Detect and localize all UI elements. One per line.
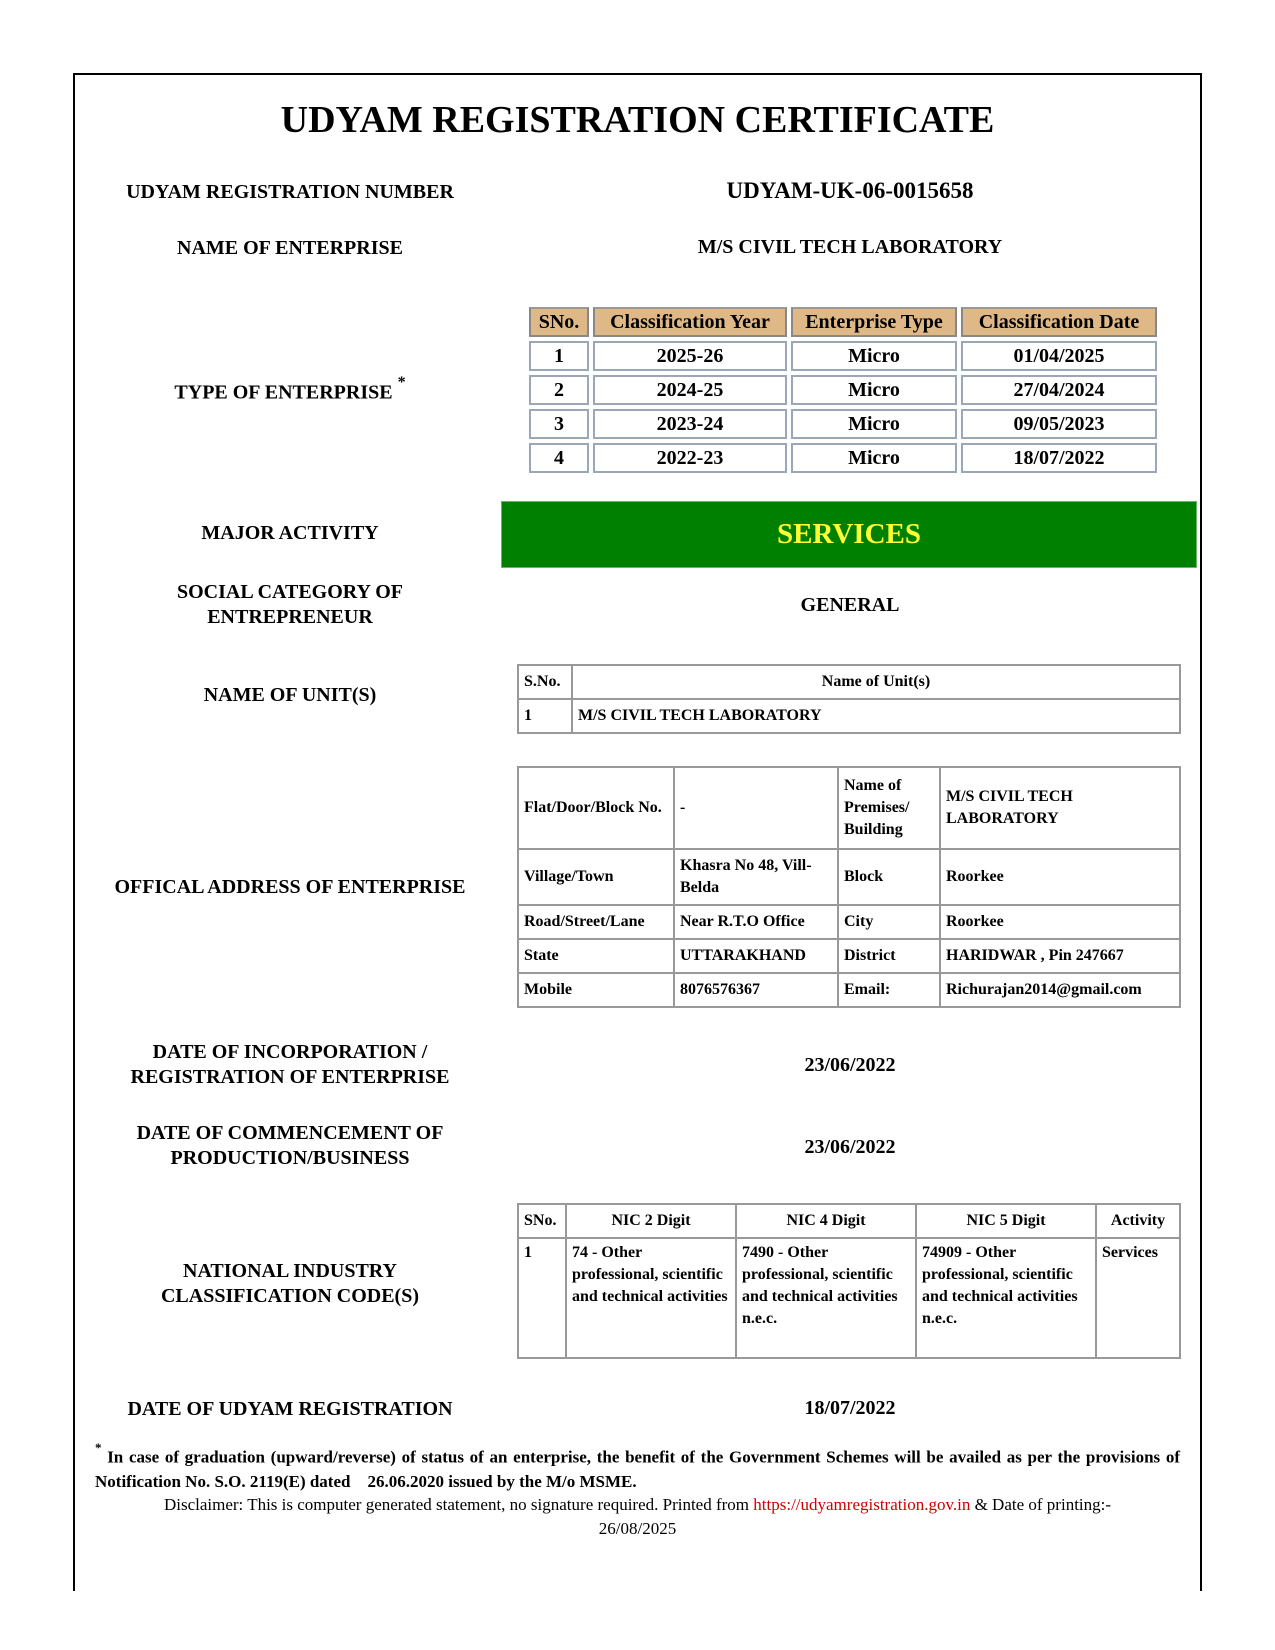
disclaimer [95, 1493, 1180, 1541]
cell-block-value: Roorkee [940, 849, 1180, 905]
major-activity-banner [501, 501, 1197, 568]
table-row [529, 375, 1157, 405]
cell-date: 27/04/2024 [961, 375, 1157, 405]
cell-sno: 1 [518, 699, 572, 733]
disclaimer-prefix: Disclaimer: This is computer generated statement, no signature required. Printed from [163, 1495, 754, 1514]
commencement-date-label [95, 1121, 485, 1171]
cell-district-label: District [838, 939, 940, 973]
cell-year: 2024-25 [593, 375, 787, 405]
table-row [518, 849, 1180, 905]
footnote-star: * [95, 1440, 102, 1455]
cell-sno: 1 [529, 341, 589, 371]
cell-type: Micro [791, 443, 957, 473]
social-category-label [95, 580, 485, 630]
udyam-registration-date-value: 18/07/2022 [804, 1397, 896, 1419]
commencement-label-line1: DATE OF COMMENCEMENT OF [136, 1122, 444, 1144]
table-row [518, 973, 1180, 1007]
cell-district-value: HARIDWAR , Pin 247667 [940, 939, 1180, 973]
header-sno: S.No. [518, 665, 572, 699]
header-classification-date: Classification Date [961, 307, 1157, 337]
type-of-enterprise-label [95, 374, 485, 406]
address-table [517, 766, 1181, 1008]
header-classification-year: Classification Year [593, 307, 787, 337]
commencement-label-line2: PRODUCTION/BUSINESS [170, 1147, 410, 1169]
cell-sno: 4 [529, 443, 589, 473]
table-row [518, 905, 1180, 939]
table-header-row [518, 665, 1180, 699]
nic-label-line2: CLASSIFICATION CODE(S) [160, 1285, 419, 1307]
cell-block-label: Block [838, 849, 940, 905]
enterprise-name-label: NAME OF ENTERPRISE [177, 237, 403, 259]
table-row [518, 939, 1180, 973]
major-activity-value: SERVICES [776, 518, 922, 550]
cell-road-label: Road/Street/Lane [518, 905, 674, 939]
official-address-label: OFFICAL ADDRESS OF ENTERPRISE [114, 876, 466, 898]
incorporation-label-line2: REGISTRATION OF ENTERPRISE [130, 1066, 450, 1088]
incorporation-label-line1: DATE OF INCORPORATION / [152, 1041, 428, 1063]
cell-village-value: Khasra No 48, Vill- Belda [674, 849, 838, 905]
cell-flat-value: - [674, 767, 838, 849]
cell-nic5: 74909 - Other professional, scientific and technical activities n.e.c. [916, 1238, 1096, 1358]
cell-sno: 1 [518, 1238, 566, 1358]
cell-road-value: Near R.T.O Office [674, 905, 838, 939]
header-sno: SNo. [518, 1204, 566, 1238]
cell-sno: 3 [529, 409, 589, 439]
units-table [517, 664, 1181, 734]
cell-year: 2025-26 [593, 341, 787, 371]
table-row [529, 443, 1157, 473]
cell-date: 18/07/2022 [961, 443, 1157, 473]
cell-city-value: Roorkee [940, 905, 1180, 939]
social-category-value: GENERAL [800, 594, 900, 616]
table-row [529, 409, 1157, 439]
major-activity-label: MAJOR ACTIVITY [201, 522, 379, 544]
nic-table [517, 1203, 1181, 1359]
footnote-text: In case of graduation (upward/reverse) of status of an enterprise, the benefit of the Government Schemes will be availed as per the provisions of Notification No. S.O. 2119(E) dated 26.06.2020 issued by the M/o MSME. [95, 1447, 1180, 1491]
commencement-date-value: 23/06/2022 [804, 1136, 896, 1158]
incorporation-date-value: 23/06/2022 [804, 1054, 896, 1076]
social-category-label-line1: SOCIAL CATEGORY OF [177, 581, 403, 603]
incorporation-date-label [95, 1040, 485, 1090]
table-row [529, 341, 1157, 371]
cell-flat-label: Flat/Door/Block No. [518, 767, 674, 849]
cell-email-label: Email: [838, 973, 940, 1007]
disclaimer-suffix: & Date of printing:- [970, 1495, 1112, 1514]
cell-year: 2022-23 [593, 443, 787, 473]
cell-nic4: 7490 - Other professional, scientific and technical activities n.e.c. [736, 1238, 916, 1358]
header-activity: Activity [1096, 1204, 1180, 1238]
cell-mobile-label: Mobile [518, 973, 674, 1007]
cell-activity: Services [1096, 1238, 1180, 1358]
cell-type: Micro [791, 341, 957, 371]
cell-premises-label: Name of Premises/ Building [838, 767, 940, 849]
nic-label-line1: NATIONAL INDUSTRY [183, 1260, 397, 1282]
table-header-row [529, 307, 1157, 337]
cell-premises-value: M/S CIVIL TECH LABORATORY [940, 767, 1180, 849]
classification-table [525, 303, 1161, 477]
table-header-row [518, 1204, 1180, 1238]
cell-email-value: Richurajan2014@gmail.com [940, 973, 1180, 1007]
header-nic2: NIC 2 Digit [566, 1204, 736, 1238]
cell-state-label: State [518, 939, 674, 973]
cell-village-label: Village/Town [518, 849, 674, 905]
header-sno: SNo. [529, 307, 589, 337]
print-date: 26/08/2025 [598, 1519, 677, 1538]
social-category-label-line2: ENTREPRENEUR [207, 606, 373, 628]
name-of-units-label: NAME OF UNIT(S) [203, 684, 377, 706]
registration-number-label: UDYAM REGISTRATION NUMBER [126, 181, 454, 203]
cell-date: 09/05/2023 [961, 409, 1157, 439]
footnote-star: * [397, 374, 406, 391]
cell-unit-name: M/S CIVIL TECH LABORATORY [572, 699, 1180, 733]
cell-nic2: 74 - Other professional, scientific and technical activities [566, 1238, 736, 1358]
cell-sno: 2 [529, 375, 589, 405]
cell-mobile-value: 8076576367 [674, 973, 838, 1007]
cell-type: Micro [791, 409, 957, 439]
enterprise-name-value: M/S CIVIL TECH LABORATORY [697, 236, 1003, 258]
udyam-website-link[interactable]: https://udyamregistration.gov.in [753, 1495, 971, 1514]
header-nic4: NIC 4 Digit [736, 1204, 916, 1238]
footnote [95, 1440, 1180, 1494]
cell-date: 01/04/2025 [961, 341, 1157, 371]
nic-label [95, 1259, 485, 1309]
udyam-registration-date-label: DATE OF UDYAM REGISTRATION [127, 1398, 453, 1420]
type-of-enterprise-label-text: TYPE OF ENTERPRISE [174, 381, 393, 404]
cell-type: Micro [791, 375, 957, 405]
table-row [518, 699, 1180, 733]
header-nic5: NIC 5 Digit [916, 1204, 1096, 1238]
cell-state-value: UTTARAKHAND [674, 939, 838, 973]
cell-city-label: City [838, 905, 940, 939]
cell-year: 2023-24 [593, 409, 787, 439]
registration-number-value: UDYAM-UK-06-0015658 [726, 178, 974, 203]
table-row [518, 767, 1180, 849]
certificate-title: UDYAM REGISTRATION CERTIFICATE [280, 99, 995, 141]
header-enterprise-type: Enterprise Type [791, 307, 957, 337]
header-name-of-units: Name of Unit(s) [572, 665, 1180, 699]
table-row [518, 1238, 1180, 1358]
